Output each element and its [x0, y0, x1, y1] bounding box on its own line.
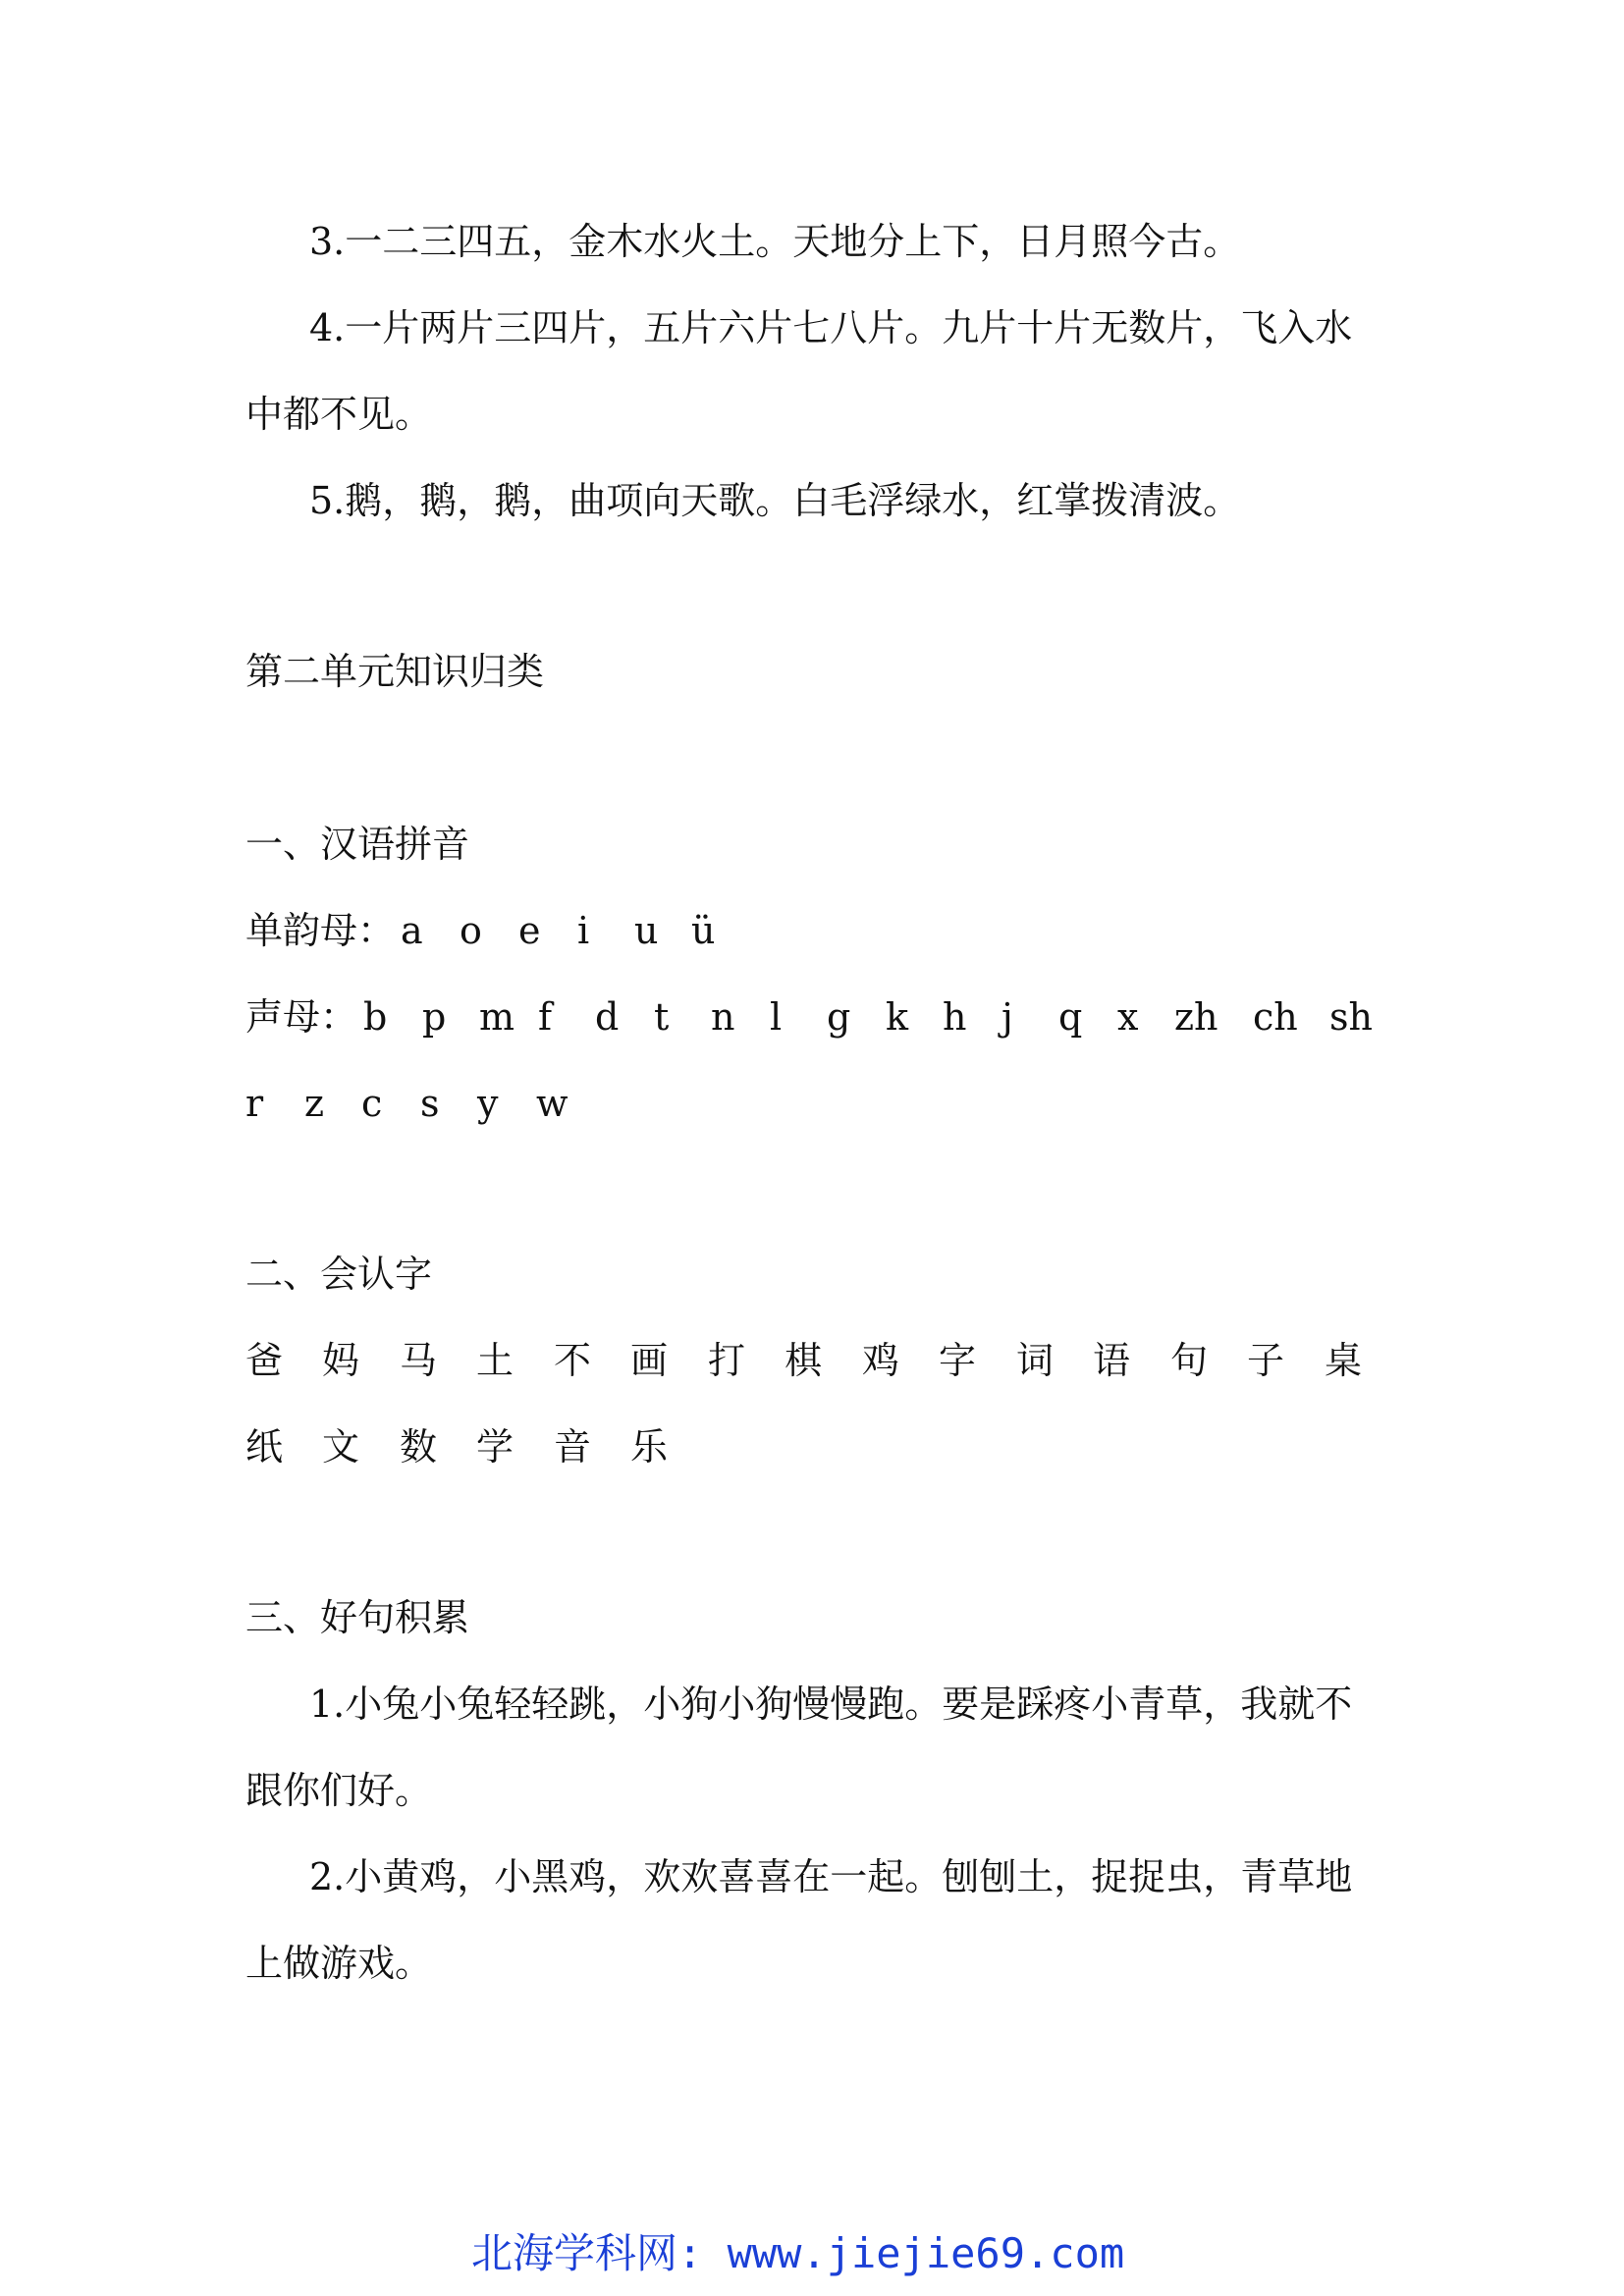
initial-l: l: [770, 995, 783, 1039]
final-u: u: [634, 909, 659, 952]
char-item: 画: [630, 1339, 669, 1382]
initial-h: h: [943, 995, 967, 1039]
initial-b: b: [363, 995, 388, 1039]
initial-q: q: [1058, 995, 1083, 1039]
poem-line-5: 5.鹅，鹅，鹅，曲项向天歌。白毛浮绿水，红掌拨清波。: [309, 479, 1241, 522]
initial-f: f: [538, 995, 553, 1039]
sentence-line-2-cont: 上做游戏。: [245, 1942, 433, 1985]
sentence-line-1: 1.小兔小兔轻轻跳，小狗小狗慢慢跑。要是踩疼小青草，我就不: [309, 1682, 1353, 1726]
initial-c: c: [361, 1082, 383, 1125]
initial-t: t: [654, 995, 670, 1039]
char-item: 词: [1016, 1339, 1055, 1382]
final-i: i: [577, 909, 590, 952]
final-o: o: [460, 909, 482, 952]
final-e: e: [518, 909, 541, 952]
initial-z: z: [304, 1082, 325, 1125]
initial-g: g: [827, 995, 851, 1039]
initials-label: 声母：: [245, 995, 358, 1039]
char-item: 句: [1170, 1339, 1209, 1382]
final-a: a: [401, 909, 423, 952]
section-characters-title: 二、会认字: [245, 1253, 433, 1296]
poem-line-3: 3.一二三四五，金木水火土。天地分上下，日月照今古。: [309, 220, 1241, 263]
char-item: 土: [476, 1339, 514, 1382]
char-item: 音: [554, 1425, 592, 1468]
char-item: 子: [1247, 1339, 1285, 1382]
finals-label: 单韵母：: [245, 909, 396, 952]
final-v: ü: [691, 909, 716, 952]
poem-line-4: 4.一片两片三四片，五片六片七八片。九片十片无数片，飞入水: [309, 306, 1353, 349]
char-item: 鸡: [862, 1339, 900, 1382]
char-item: 乐: [630, 1425, 669, 1468]
sentence-line-2: 2.小黄鸡，小黑鸡，欢欢喜喜在一起。刨刨土，捉捉虫，青草地: [309, 1855, 1353, 1898]
initial-zh: zh: [1174, 995, 1218, 1039]
char-item: 不: [554, 1339, 592, 1382]
section-pinyin-title: 一、汉语拼音: [245, 823, 470, 866]
initial-ch: ch: [1253, 995, 1298, 1039]
initial-sh: sh: [1329, 995, 1373, 1039]
initial-m: m: [479, 995, 515, 1039]
char-item: 学: [476, 1425, 514, 1468]
initial-w: w: [536, 1082, 568, 1125]
char-item: 马: [400, 1339, 438, 1382]
char-item: 语: [1093, 1339, 1131, 1382]
sentence-line-1-cont: 跟你们好。: [245, 1769, 433, 1812]
initial-n: n: [711, 995, 735, 1039]
initial-p: p: [422, 995, 447, 1039]
char-item: 妈: [322, 1339, 360, 1382]
initial-k: k: [886, 995, 909, 1039]
char-item: 桌: [1325, 1339, 1363, 1382]
footer-watermark-link[interactable]: 北海学科网: www.jiejie69.com: [471, 2229, 1125, 2277]
initial-j: j: [1001, 995, 1013, 1039]
char-item: 爸: [245, 1339, 284, 1382]
unit-title: 第二单元知识归类: [245, 650, 545, 693]
char-item: 打: [708, 1339, 746, 1382]
char-item: 数: [400, 1425, 438, 1468]
initial-d: d: [595, 995, 620, 1039]
section-sentences-title: 三、好句积累: [245, 1596, 470, 1639]
char-item: 纸: [245, 1425, 284, 1468]
initial-x: x: [1117, 995, 1139, 1039]
char-item: 文: [322, 1425, 360, 1468]
initial-s: s: [420, 1082, 440, 1125]
poem-line-4-cont: 中都不见。: [245, 393, 433, 436]
char-item: 棋: [785, 1339, 823, 1382]
initial-r: r: [245, 1082, 264, 1125]
initial-y: y: [477, 1082, 499, 1125]
char-item: 字: [939, 1339, 977, 1382]
